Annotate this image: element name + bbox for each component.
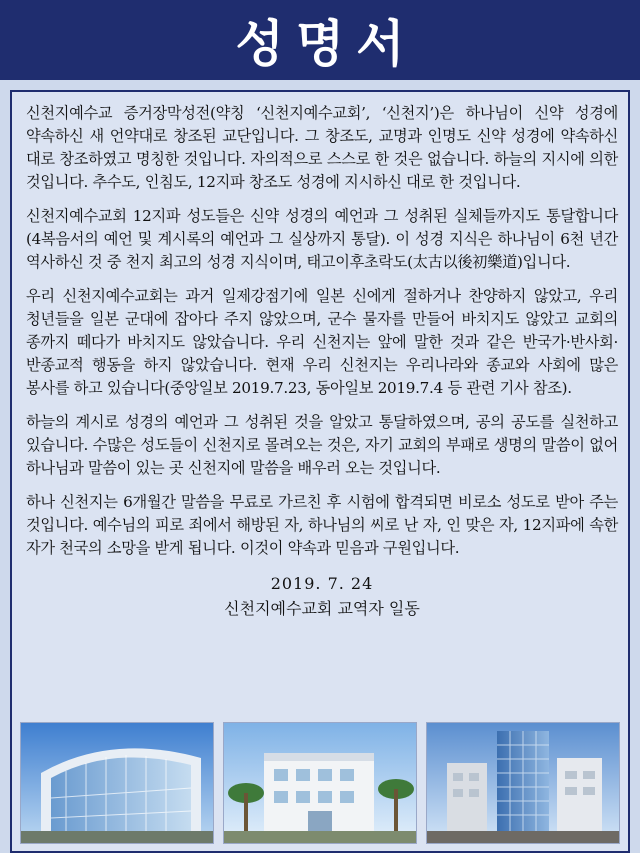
church-building-photo-3 [426, 722, 620, 844]
paragraph-2: 신천지예수교회 12지파 성도들은 신약 성경의 예언과 그 성취된 실체들까지도 통달합니다(4복음서의 예언 및 계시록의 예언과 그 실상까지 통달). 이 성경 지식은 하나님이 6천 년간 역사하신 것 중 천지 최고의 성경 지식이며, 태고이후초락도(太古以後初樂道)입니다. [26, 207, 618, 271]
church-building-photo-1 [20, 722, 214, 844]
statement-frame [10, 90, 630, 853]
header-bar [0, 0, 640, 80]
page-title: 성명서 [235, 15, 417, 73]
statement-panel [0, 80, 640, 853]
church-building-photo-2 [223, 722, 417, 844]
paragraph-1: 신천지예수교 증거장막성전(약칭 ‘신천지예수교회’, ‘신천지’)은 하나님이 신약 성경에 약속하신 새 언약대로 창조된 교단입니다. 그 창조도, 교명과 인명도 신약 성경에 약속하신 대로 창조하였고 명칭한 것입니다. 자의적으로 스스로 한 것은 없습니다. 하늘의 지시에 의한 것입니다. 추수도, 인침도, 12지파 창조도 성경에 지시하신 대로 한 것입니다. [26, 104, 618, 191]
statement-body [26, 102, 618, 621]
paragraph-3: 우리 신천지예수교회는 과거 일제강점기에 일본 신에게 절하거나 찬양하지 않았고, 우리 청년들을 일본 군대에 잡아다 주지 않았으며, 군수 물자를 만들어 바치지도 않았고 교회의 종까지 떼다가 바치지도 않았습니다. 우리 신천지는 앞에 말한 것과 같은 반국가·반사회·반종교적 행동을 하지 않았습니다. 현재 우리 신천지는 우리나라와 종교와 사회에 많은 봉사를 하고 있습니다(중앙일보 2019.7.23, 동아일보 2019.7.4 등 관련 기사 참조). [26, 287, 618, 397]
paragraph-5: 하나 신천지는 6개월간 말씀을 무료로 가르친 후 시험에 합격되면 비로소 성도로 받아 주는 것입니다. 예수님의 피로 죄에서 해방된 자, 하나님의 씨로 난 자, 인 맞은 자, 12지파에 속한 자가 천국의 소망을 받게 됩니다. 이것이 약속과 믿음과 구원입니다. [26, 493, 618, 557]
church-photos [20, 722, 620, 847]
signature-signer: 신천지예수교회 교역자 일동 [224, 599, 420, 618]
signature-date: 2019. 7. 24 [270, 574, 374, 593]
signature-block [26, 571, 618, 621]
paragraph-4: 하늘의 계시로 성경의 예언과 그 성취된 것을 알았고 통달하였으며, 공의 공도를 실천하고 있습니다. 수많은 성도들이 신천지로 몰려오는 것은, 자기 교회의 부패로 생명의 말씀이 없어 하나님과 말씀이 있는 곳 신천지에 말씀을 배우러 오는 것입니다. [26, 413, 618, 477]
